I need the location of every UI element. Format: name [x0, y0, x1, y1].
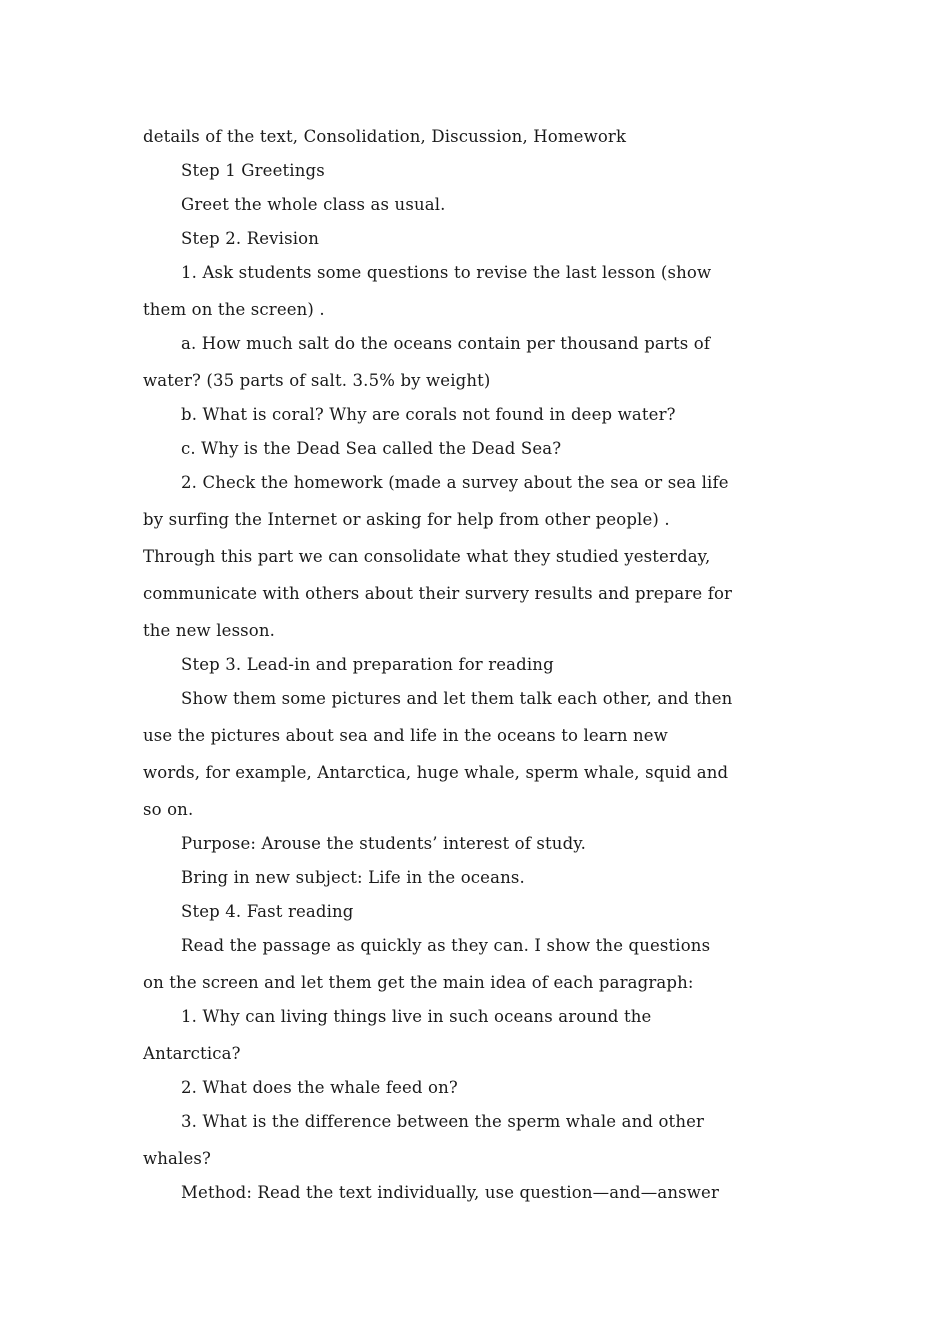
text-line: by surfing the Internet or asking for help from other people) . — [143, 510, 670, 529]
question-2: 2. What does the whale feed on? — [181, 1078, 458, 1097]
text-line: water? (35 parts of salt. 3.5% by weight) — [143, 371, 491, 390]
question-c: c. Why is the Dead Sea called the Dead Sea? — [181, 439, 562, 458]
text-line: Through this part we can consolidate what they studied yesterday, — [143, 547, 711, 566]
text-line: on the screen and let them get the main idea of each paragraph: — [143, 973, 694, 992]
text-line: 2. Check the homework (made a survey about the sea or sea life — [181, 473, 729, 492]
text-line: words, for example, Antarctica, huge whale, sperm whale, squid and — [143, 763, 729, 782]
method-line: Method: Read the text individually, use question—and—answer — [181, 1183, 720, 1202]
question-3: 3. What is the difference between the sperm whale and other — [181, 1112, 705, 1131]
text-line: them on the screen) . — [143, 300, 325, 319]
step-2-heading: Step 2. Revision — [181, 229, 319, 248]
text-line: use the pictures about sea and life in the oceans to learn new — [143, 726, 668, 745]
question-1: 1. Why can living things live in such oceans around the — [181, 1007, 652, 1026]
text-line: 1. Ask students some questions to revise the last lesson (show — [181, 263, 712, 282]
text-line: the new lesson. — [143, 621, 276, 640]
question-a: a. How much salt do the oceans contain per thousand parts of — [181, 334, 711, 353]
text-line: Bring in new subject: Life in the oceans. — [181, 868, 525, 887]
text-line: Show them some pictures and let them talk each other, and then — [181, 689, 733, 708]
step-1-heading: Step 1 Greetings — [181, 161, 325, 180]
text-line: Greet the whole class as usual. — [181, 195, 446, 214]
text-line: whales? — [143, 1149, 211, 1168]
text-line: details of the text, Consolidation, Discussion, Homework — [143, 127, 627, 146]
purpose-line: Purpose: Arouse the students’ interest of study. — [181, 834, 586, 853]
step-4-heading: Step 4. Fast reading — [181, 902, 354, 921]
question-b: b. What is coral? Why are corals not found in deep water? — [181, 405, 676, 424]
text-line: communicate with others about their survery results and prepare for — [143, 584, 733, 603]
text-line: so on. — [143, 800, 194, 819]
document-body — [143, 126, 803, 1204]
text-line: Antarctica? — [143, 1044, 241, 1063]
step-3-heading: Step 3. Lead-in and preparation for reading — [181, 655, 554, 674]
text-line: Read the passage as quickly as they can. I show the questions — [181, 936, 711, 955]
